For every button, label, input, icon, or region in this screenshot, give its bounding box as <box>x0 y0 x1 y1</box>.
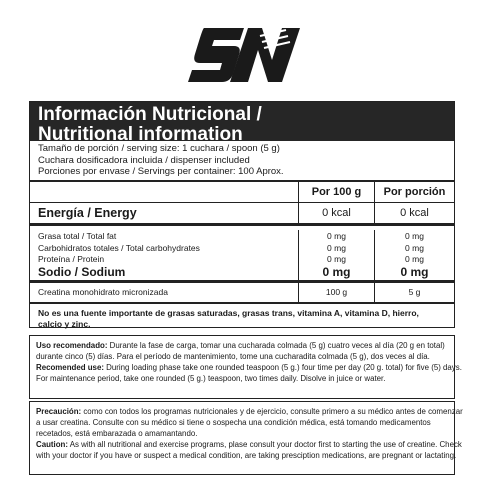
row-per100: 0 mg <box>298 243 374 254</box>
caution-es-label: Precaución: <box>36 407 82 416</box>
table-row <box>30 254 454 265</box>
usage-es-label: Uso recomendado: <box>36 341 108 350</box>
row-per100: 0 mg <box>298 230 374 243</box>
row-serving: 5 g <box>374 283 454 302</box>
table-row <box>30 202 454 226</box>
row-per100: 100 g <box>298 283 374 302</box>
title-line-1: Información Nutricional / <box>38 104 262 125</box>
serving-size: Tamaño de porción / serving size: 1 cuchara / spoon (5 g) <box>38 143 280 154</box>
caution-en-label: Caution: <box>36 440 68 449</box>
row-serving: 0 mg <box>374 265 454 280</box>
row-per100: 0 mg <box>298 254 374 265</box>
serving-info <box>30 141 454 182</box>
usage-en-line-2: For maintenance period, take one rounded (5 g.) teaspoon, two times daily. Disolve in juice or water. <box>36 374 386 383</box>
usage-en-label: Recomended use: <box>36 363 104 372</box>
footnote-line-1: No es una fuente importante de grasas saturadas, grasas trans, vitamina A, vitamina D, hierro, <box>38 307 419 318</box>
nutrition-panel <box>29 101 455 328</box>
row-label: Energía / Energy <box>38 205 137 220</box>
caution-es-line-3: recetados, está embarazada o amamantando. <box>36 429 198 438</box>
table-row <box>30 283 454 304</box>
row-label: Sodio / Sodium <box>38 265 126 279</box>
row-label: Creatina monohidrato micronizada <box>38 287 168 297</box>
nutrition-footnote <box>30 304 454 334</box>
usage-es-line-2: durante cinco (5) días. Para el período de mantenimiento, tome una cucharadita colmada (5 g), dos veces al día. <box>36 352 430 361</box>
row-label: Carbohidratos totales / Total carbohydrates <box>38 243 200 253</box>
caution-es-line-1: como con todos los programas nutricionales y de ejercicio, consulte primero a su médico antes de comenzar <box>81 407 463 416</box>
nutrition-table <box>30 182 454 334</box>
usage-es-line-1: Durante la fase de carga, tomar una cucharada colmada (5 g) cuatro veces al día (20 g en total) <box>107 341 445 350</box>
table-row <box>30 265 454 283</box>
caution-panel <box>29 401 463 475</box>
sn-logo-icon <box>186 22 302 88</box>
row-per100: 0 kcal <box>298 203 374 223</box>
caution-es-line-2: a usar creatina. Consulte con su médico si tiene o sospecha una condición médica, está tomando medicamentos <box>36 418 431 427</box>
usage-panel <box>29 335 462 399</box>
table-row <box>30 243 454 254</box>
caution-en-line-2: with your doctor if you have or suspect a medical condition, are taking presciption medications, are pregnant or lactating. <box>36 451 457 460</box>
row-label: Proteína / Protein <box>38 254 105 264</box>
table-row <box>30 226 454 243</box>
row-label: Grasa total / Total fat <box>38 231 117 241</box>
dispenser-note: Cuchara dosificadora incluida / dispenser included <box>38 154 250 166</box>
nutrition-title <box>30 102 454 145</box>
row-serving: 0 mg <box>374 254 454 265</box>
row-per100: 0 mg <box>298 265 374 280</box>
footnote-line-2: calcio y zinc. <box>38 318 91 329</box>
table-header <box>30 182 454 202</box>
column-per-100g: Por 100 g <box>298 182 374 202</box>
column-per-serving: Por porción <box>374 182 454 202</box>
row-serving: 0 mg <box>374 243 454 254</box>
title-line-2: Nutritional information <box>38 124 243 145</box>
caution-en-line-1: As with all nutritional and exercise programs, plase consult your doctor first to starting the use of creatine. Check <box>68 440 462 449</box>
servings-per-container: Porciones por envase / Servings per container: 100 Aprox. <box>38 166 284 177</box>
row-serving: 0 kcal <box>374 203 454 223</box>
row-serving: 0 mg <box>374 230 454 243</box>
usage-en-line-1: During loading phase take one rounded teaspoon (5 g.) four time per day (20 g. total) for five (5) days. <box>103 363 462 372</box>
